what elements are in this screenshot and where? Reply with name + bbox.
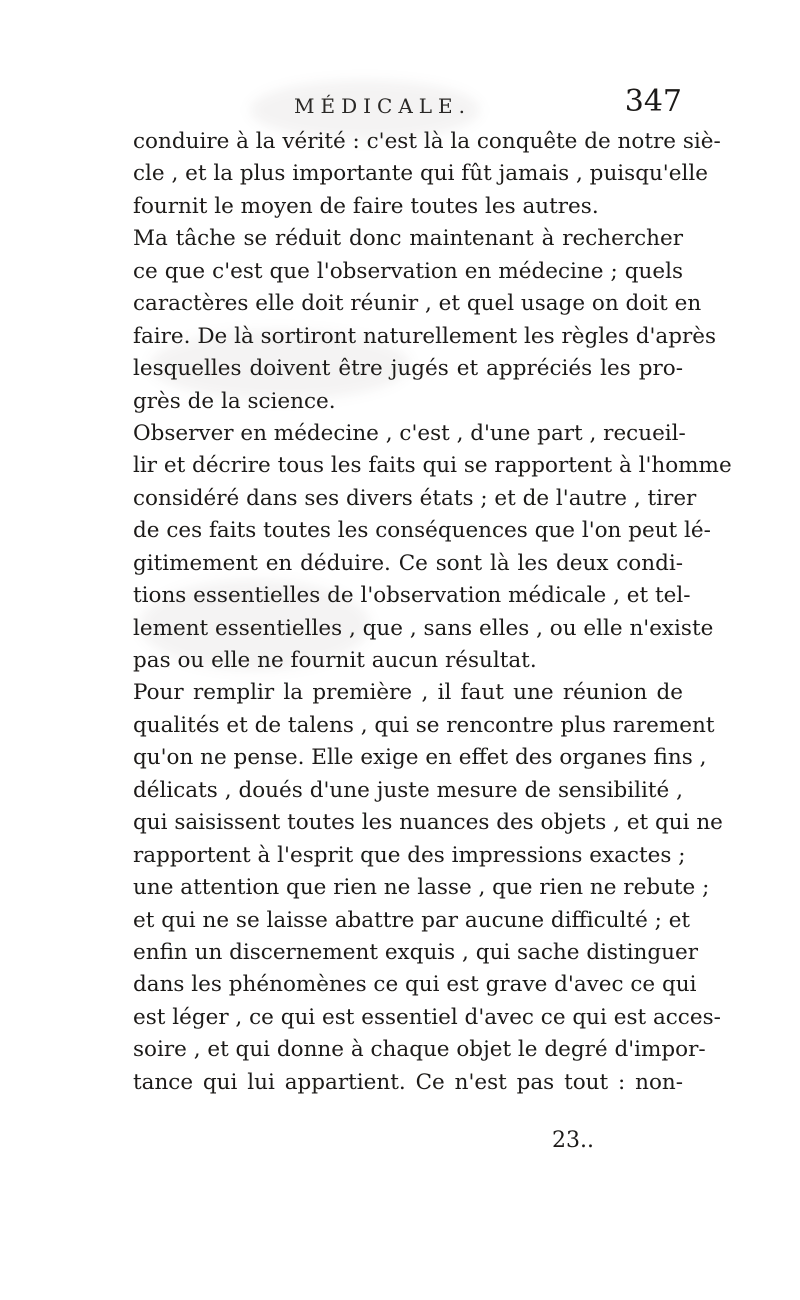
text-line: fournit le moyen de faire toutes les autres.: [133, 193, 599, 219]
text-line: Ma tâche se réduit donc maintenant à rechercher: [133, 226, 683, 252]
text-line: rapportent à l'esprit que des impressions exactes ;: [133, 842, 686, 868]
text-line: Observer en médecine , c'est , d'une part , recueil-: [133, 420, 686, 446]
text-line: de ces faits toutes les conséquences que l'on peut lé-: [133, 518, 711, 544]
text-line: qualités et de talens , qui se rencontre plus rarement: [133, 712, 715, 738]
text-line: enfin un discernement exquis , qui sache distinguer: [133, 939, 698, 965]
text-line: tance qui lui appartient. Ce n'est pas tout : non-: [133, 1069, 683, 1095]
page-header: [134, 84, 682, 128]
text-line: tions essentielles de l'observation médicale , et tel-: [133, 583, 691, 609]
text-line: délicats , doués d'une juste mesure de sensibilité ,: [133, 777, 683, 803]
text-line: soire , et qui donne à chaque objet le degré d'impor-: [133, 1037, 706, 1063]
text-line: considéré dans ses divers états ; et de l'autre , tirer: [133, 485, 697, 511]
body-text: [133, 126, 732, 1099]
text-line: lir et décrire tous les faits qui se rapportent à l'homme: [133, 453, 732, 479]
text-line: lesquelles doivent être jugés et appréciés les pro-: [133, 356, 683, 382]
signature-mark: 23..: [552, 1128, 594, 1153]
text-line: et qui ne se laisse abattre par aucune difficulté ; et: [133, 907, 691, 933]
text-line: gitimement en déduire. Ce sont là les deux condi-: [133, 550, 683, 576]
text-line: pas ou elle ne fournit aucun résultat.: [133, 648, 537, 673]
text-line: Pour remplir la première , il faut une réunion de: [133, 680, 683, 706]
text-line: caractères elle doit réunir , et quel usage on doit en: [133, 291, 702, 317]
text-line: qu'on ne pense. Elle exige en effet des organes fins ,: [133, 745, 707, 771]
text-line: cle , et la plus importante qui fût jamais , puisqu'elle: [133, 161, 708, 187]
page-number: 347: [624, 84, 682, 119]
text-line: faire. De là sortiront naturellement les règles d'après: [133, 323, 717, 349]
text-line: est léger , ce qui est essentiel d'avec ce qui est acces-: [133, 1004, 721, 1030]
text-line: ce que c'est que l'observation en médecine ; quels: [133, 258, 683, 284]
text-line: dans les phénomènes ce qui est grave d'avec ce qui: [133, 972, 697, 998]
text-line: conduire à la vérité : c'est là la conquête de notre siè-: [133, 129, 721, 154]
text-line: grès de la science.: [133, 388, 336, 414]
text-line: qui saisissent toutes les nuances des objets , et qui ne: [133, 810, 723, 836]
text-line: une attention que rien ne lasse , que rien ne rebute ;: [133, 875, 710, 901]
running-head: MÉDICALE.: [294, 94, 471, 118]
text-line: lement essentielles , que , sans elles , ou elle n'existe: [133, 615, 714, 641]
